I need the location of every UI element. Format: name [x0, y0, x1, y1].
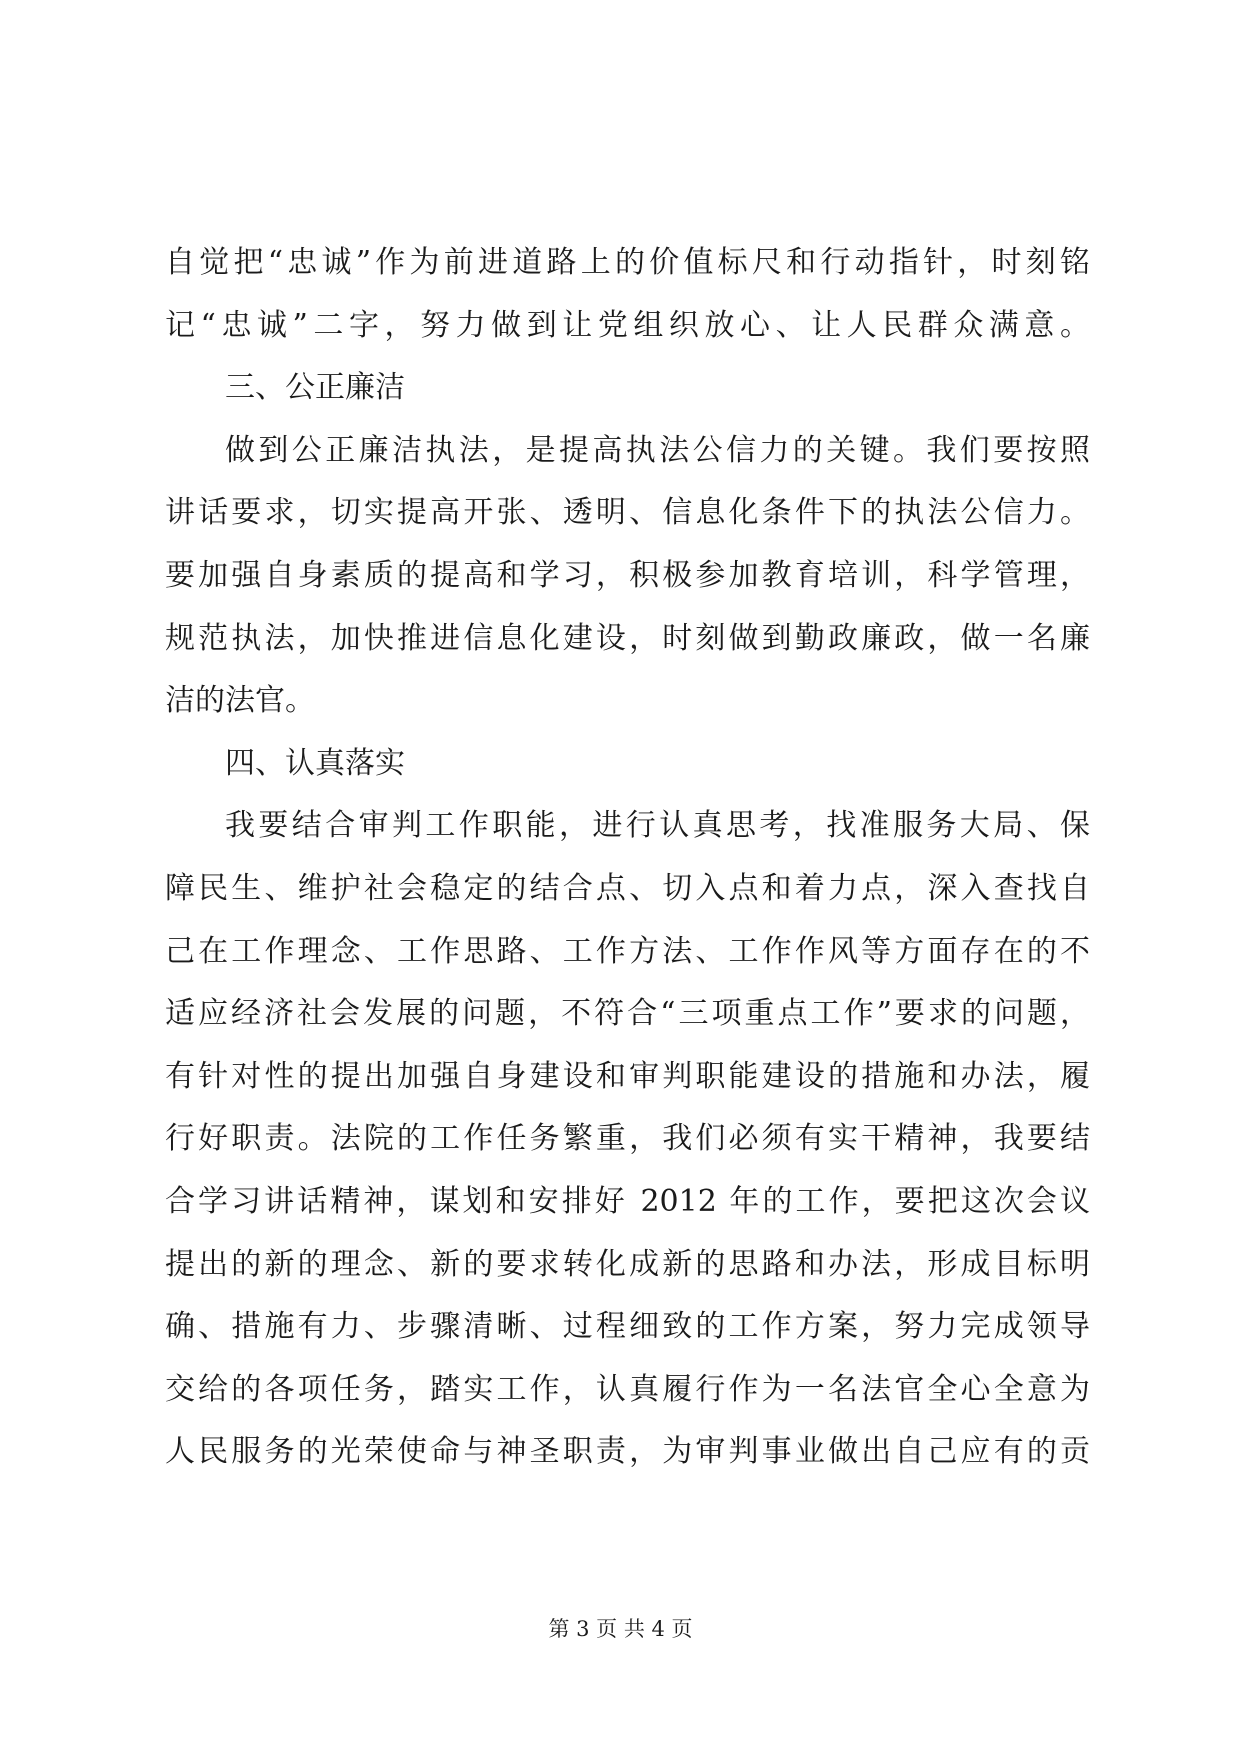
body-line: 人民服务的光荣使命与神圣职责，为审判事业做出自己应有的贡 [165, 1434, 1090, 1470]
paragraph-first-line: 我要结合审判工作职能，进行认真思考，找准服务大局、保 [225, 808, 1090, 844]
body-line: 提出的新的理念、新的要求转化成新的思路和办法，形成目标明 [165, 1246, 1090, 1282]
body-line: 记“忠诚”二字，努力做到让党组织放心、让人民群众满意。 [165, 307, 1090, 343]
body-line: 要加强自身素质的提高和学习，积极参加教育培训，科学管理， [165, 557, 1090, 593]
body-line: 讲话要求，切实提高开张、透明、信息化条件下的执法公信力。 [165, 495, 1090, 531]
paragraph-last-line: 洁的法官。 [165, 683, 315, 719]
body-line: 自觉把“忠诚”作为前进道路上的价值标尺和行动指针，时刻铭 [165, 245, 1090, 280]
body-line: 交给的各项任务，踏实工作，认真履行作为一名法官全心全意为 [165, 1371, 1090, 1407]
body-line: 确、措施有力、步骤清晰、过程细致的工作方案，努力完成领导 [165, 1309, 1090, 1345]
page-number-footer: 第 3 页 共 4 页 [548, 1617, 693, 1641]
body-line: 行好职责。法院的工作任务繁重，我们必须有实干精神，我要结 [165, 1121, 1090, 1157]
paragraph-first-line: 做到公正廉洁执法，是提高执法公信力的关键。我们要按照 [225, 432, 1090, 468]
body-line: 障民生、维护社会稳定的结合点、切入点和着力点，深入查找自 [165, 870, 1090, 906]
document-body [165, 232, 1090, 1484]
body-line: 合学习讲话精神，谋划和安排好 2012 年的工作，要把这次会议 [165, 1183, 1090, 1219]
body-line: 规范执法，加快推进信息化建设，时刻做到勤政廉政，做一名廉 [165, 620, 1090, 656]
body-line: 有针对性的提出加强自身建设和审判职能建设的措施和办法，履 [165, 1058, 1090, 1094]
section-heading: 四、认真落实 [225, 745, 405, 781]
body-line: 适应经济社会发展的问题，不符合“三项重点工作”要求的问题， [165, 996, 1090, 1032]
body-line: 己在工作理念、工作思路、工作方法、工作作风等方面存在的不 [165, 933, 1090, 969]
section-heading: 三、公正廉洁 [225, 370, 405, 406]
